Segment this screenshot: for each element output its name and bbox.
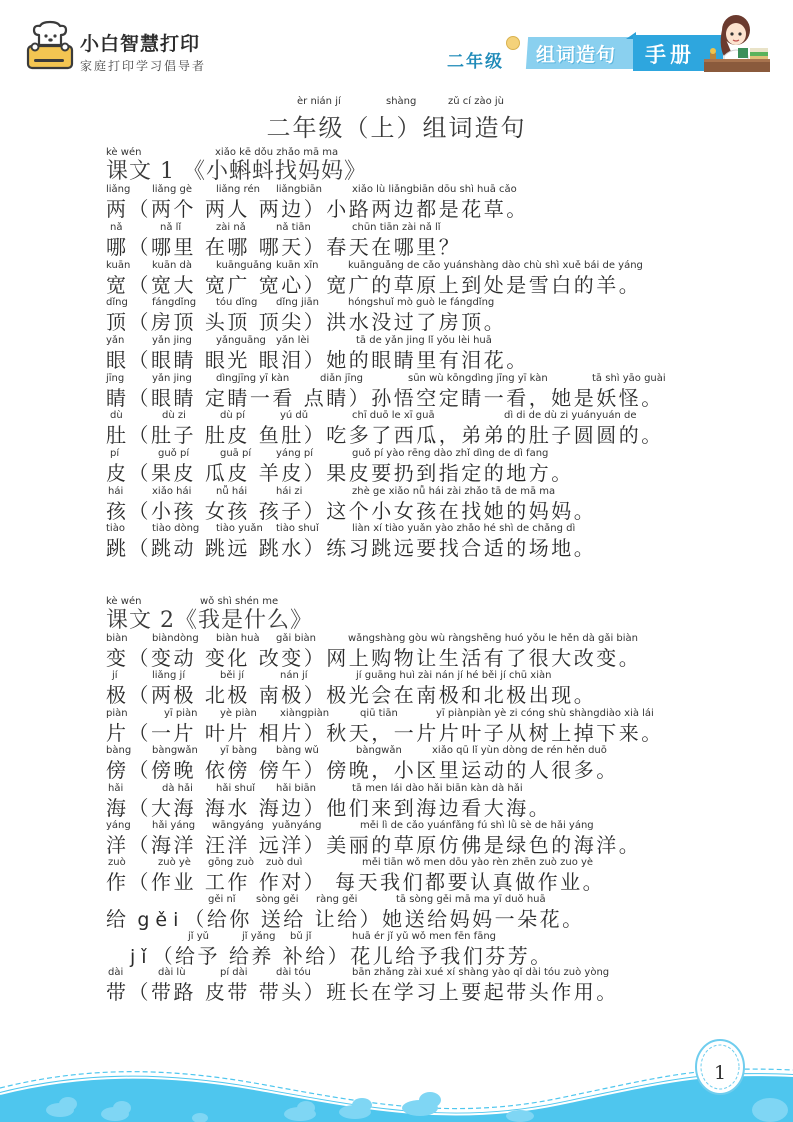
row-pinyin — [106, 184, 529, 197]
lesson-title: 课文 1 《小蝌蚪找妈妈》 — [106, 159, 367, 184]
pinyin-word: hái zi — [276, 486, 303, 497]
title-pinyin — [0, 96, 793, 108]
pinyin-word: zài nǎ — [216, 222, 246, 233]
vocab-row — [106, 523, 596, 560]
pinyin-word: liǎng gè — [152, 184, 193, 195]
brand — [80, 34, 206, 74]
pinyin-word: gěi nǐ — [208, 894, 236, 905]
pinyin-word: liǎngbiān — [276, 184, 322, 195]
row-pinyin — [106, 633, 641, 646]
pinyin-word: tā sòng gěi mā ma yī duǒ huā — [396, 894, 546, 905]
row-sentence: 片（一片 叶片 相片）秋天，一片片叶子从树上掉下来。 — [106, 721, 664, 745]
row-sentence: 孩（小孩 女孩 孩子）这个小女孩在找她的妈妈。 — [106, 499, 597, 523]
pinyin-word: xiǎo hái — [152, 486, 192, 497]
vocab-row — [106, 373, 664, 410]
row-sentence: 带（带路 皮带 带头）班长在学习上要起带头作用。 — [106, 980, 619, 1004]
pinyin-word: yǎn — [106, 335, 125, 346]
pinyin-word: gōng zuò — [208, 857, 255, 868]
pinyin-word: hǎi shuǐ — [216, 783, 256, 794]
row-pinyin — [106, 448, 574, 461]
vocab-row — [106, 783, 551, 820]
pinyin-word: yuǎnyáng — [272, 820, 322, 831]
page-title-block — [0, 96, 793, 143]
pinyin-word: sòng gěi — [256, 894, 299, 905]
lesson-pinyin — [106, 147, 367, 160]
brand-slogan: 家庭打印学习倡导者 — [80, 59, 207, 73]
vocab-row — [106, 222, 461, 259]
pinyin-word: guǒ pí yào rēng dào zhǐ dìng de dì fang — [352, 448, 549, 459]
vocab-row — [106, 184, 529, 221]
vocab-row — [106, 410, 664, 447]
pinyin-word: dài lù — [158, 967, 186, 978]
pinyin-word: wǒ shì shén me — [200, 596, 279, 607]
row-pinyin — [106, 670, 596, 683]
pinyin-word: tā de yǎn jing lǐ yǒu lèi huā — [356, 335, 492, 346]
pinyin-word: dù — [110, 410, 123, 421]
pinyin-word: yī bàng — [220, 745, 258, 756]
row-pinyin — [106, 486, 596, 499]
pinyin-word: měi tiān wǒ men dōu yào rèn zhēn zuò zuo yè — [362, 857, 594, 868]
pinyin-word: nǎ — [110, 222, 123, 233]
pinyin-word: dài tóu — [276, 967, 311, 978]
row-sentence: 给 gěi（给你 送给 让给）她送给妈妈一朵花。 — [106, 907, 585, 931]
page-number: 1 — [713, 1062, 727, 1084]
pinyin-word: tóu dǐng — [216, 297, 258, 308]
pinyin-word: tiào yuǎn — [216, 523, 263, 534]
pinyin-word: zuò duì — [266, 857, 303, 868]
vocab-row — [106, 670, 596, 707]
row-pinyin — [106, 260, 641, 273]
lesson-heading — [106, 596, 313, 633]
pinyin-word: yú dǔ — [280, 410, 309, 421]
girl-at-desk-illustration-icon — [700, 12, 772, 72]
pinyin-word: yáng pí — [276, 448, 314, 459]
row-sentence: 睛（眼睛 定睛一看 点睛）孙悟空定睛一看，她是妖怪。 — [106, 386, 664, 410]
pinyin-word: xiǎo kē dǒu zhǎo mā ma — [215, 147, 339, 158]
row-pinyin — [106, 708, 664, 721]
pinyin-word: tā shì yāo guài — [592, 373, 666, 384]
pinyin-word: tiào dòng — [152, 523, 200, 534]
vocab-row — [106, 633, 641, 670]
pinyin-word: yǎnguāng — [216, 335, 266, 346]
pinyin-word: kuānguǎng de cǎo yuánshàng dào chù shì xuě bái de yáng — [348, 260, 643, 271]
pinyin-word: yī piànpiàn yè zi cóng shù shàngdiào xià lái — [436, 708, 654, 719]
pinyin-word: yī piàn — [164, 708, 198, 719]
pinyin-word: yǎn lèi — [276, 335, 310, 346]
row-pinyin — [106, 410, 664, 423]
latin-pinyin: jǐ — [130, 946, 153, 968]
vocab-row — [106, 745, 619, 782]
pinyin-word: ràng gěi — [316, 894, 358, 905]
row-sentence: 极（两极 北极 南极）极光会在南极和北极出现。 — [106, 683, 597, 707]
vocab-row — [106, 335, 529, 372]
vocab-row — [106, 708, 664, 745]
title-pinyin-word: shàng — [386, 96, 417, 107]
pinyin-word: hǎi — [108, 783, 124, 794]
row-pinyin — [106, 967, 619, 980]
pinyin-word: bǔ jǐ — [290, 931, 312, 942]
pinyin-word: liǎng — [106, 184, 131, 195]
pinyin-word: dǐng jiān — [276, 297, 320, 308]
row-sentence: jǐ（给予 给养 补给）花儿给予我们芬芳。 — [130, 944, 553, 968]
pinyin-word: běi jí — [220, 670, 245, 681]
pinyin-word: dù zi — [162, 410, 186, 421]
pinyin-word: dà hǎi — [162, 783, 193, 794]
pinyin-word: liǎng jí — [152, 670, 186, 681]
pinyin-word: xiàngpiàn — [280, 708, 330, 719]
vocab-row — [106, 820, 641, 857]
vocab-row — [106, 486, 596, 523]
row-pinyin — [106, 894, 585, 907]
row-sentence: 眼（眼睛 眼光 眼泪）她的眼睛里有泪花。 — [106, 348, 529, 372]
pinyin-word: bàngwǎn — [356, 745, 402, 756]
pinyin-word: yè piàn — [220, 708, 257, 719]
row-sentence: 跳（跳动 跳远 跳水）练习跳远要找合适的场地。 — [106, 536, 597, 560]
lesson-heading — [106, 147, 367, 184]
grade-label: 二年级 — [447, 52, 504, 72]
title-pinyin-word: zǔ cí zào jù — [448, 96, 505, 107]
pinyin-word: xiǎo lù liǎngbiān dōu shì huā cǎo — [352, 184, 517, 195]
pinyin-word: wāngyáng — [212, 820, 264, 831]
pinyin-word: nǎ lǐ — [160, 222, 182, 233]
pinyin-word: sūn wù kōngdìng jīng yī kàn — [408, 373, 548, 384]
pinyin-word: qiū tiān — [360, 708, 398, 719]
pinyin-word: kuānguǎng — [216, 260, 272, 271]
row-sentence: 宽（宽大 宽广 宽心）宽广的草原上到处是雪白的羊。 — [106, 273, 642, 297]
pinyin-word: měi lì de cǎo yuánfǎng fú shì lǜ sè de hǎi yáng — [360, 820, 594, 831]
pinyin-word: dì di de dù zi yuányuán de — [504, 410, 637, 421]
row-sentence: 傍（傍晚 依傍 傍午）傍晚，小区里运动的人很多。 — [106, 758, 619, 782]
pinyin-word: wǎngshàng gòu wù ràngshēng huó yǒu le hěn dà gǎi biàn — [348, 633, 639, 644]
row-pinyin — [106, 820, 641, 833]
pinyin-word: jǐ yǎng — [242, 931, 276, 942]
lesson-title: 课文 2《我是什么》 — [106, 608, 313, 633]
pinyin-word: gǎi biàn — [276, 633, 317, 644]
vocab-row — [106, 894, 585, 932]
pinyin-word: jīng — [106, 373, 125, 384]
pinyin-word: xiǎo qū lǐ yùn dòng de rén hěn duō — [432, 745, 607, 756]
pinyin-word: bàng wǔ — [276, 745, 319, 756]
pinyin-word: biàn — [106, 633, 128, 644]
page-title: 二年级（上）组词造句 — [266, 114, 527, 142]
pinyin-word: chūn tiān zài nǎ lǐ — [352, 222, 441, 233]
pinyin-word: dìngjīng yī kàn — [216, 373, 290, 384]
pinyin-word: jǐ yǔ — [188, 931, 209, 942]
pinyin-word: yáng — [106, 820, 131, 831]
pinyin-word: kè wén — [106, 596, 142, 607]
pinyin-word: pí — [110, 448, 120, 459]
bubble-icon — [506, 36, 520, 50]
row-sentence: 皮（果皮 瓜皮 羊皮）果皮要扔到指定的地方。 — [106, 461, 574, 485]
pinyin-word: nǎ tiān — [276, 222, 311, 233]
row-sentence: 顶（房顶 头顶 顶尖）洪水没过了房顶。 — [106, 310, 507, 334]
row-sentence: 海（大海 海水 海边）他们来到海边看大海。 — [106, 796, 552, 820]
vocab-row — [130, 931, 553, 969]
latin-pinyin: gěi — [137, 909, 185, 931]
row-sentence: 两（两个 两人 两边）小路两边都是花草。 — [106, 197, 529, 221]
banner-secondary-text: 手册 — [645, 43, 695, 67]
pinyin-word: dǐng — [106, 297, 128, 308]
row-pinyin — [130, 931, 553, 944]
pinyin-word: kuān dà — [152, 260, 192, 271]
pinyin-word: yǎn jing — [152, 373, 192, 384]
pinyin-word: tiào — [106, 523, 125, 534]
row-pinyin — [106, 297, 506, 310]
row-sentence: 哪（哪里 在哪 哪天）春天在哪里？ — [106, 235, 462, 259]
pinyin-word: nǚ hái — [216, 486, 248, 497]
brand-name: 小白智慧打印 — [80, 33, 201, 55]
pinyin-word: diǎn jīng — [320, 373, 364, 384]
pinyin-word: zuò yè — [158, 857, 191, 868]
lesson-pinyin — [106, 596, 313, 609]
pinyin-word: huā ér jǐ yǔ wǒ men fēn fāng — [352, 931, 497, 942]
pinyin-word: bàng — [106, 745, 132, 756]
pinyin-word: liǎng rén — [216, 184, 260, 195]
pinyin-word: guā pí — [220, 448, 252, 459]
row-sentence: 肚（肚子 肚皮 鱼肚）吃多了西瓜，弟弟的肚子圆圆的。 — [106, 423, 664, 447]
pinyin-word: zuò — [108, 857, 126, 868]
pinyin-word: bàngwǎn — [152, 745, 198, 756]
pinyin-word: tā men lái dào hǎi biān kàn dà hǎi — [352, 783, 523, 794]
pinyin-word: jí guāng huì zài nán jí hé běi jí chū xiàn — [356, 670, 552, 681]
pinyin-word: hǎi yáng — [152, 820, 196, 831]
pinyin-word: liàn xí tiào yuǎn yào zhǎo hé shì de chǎng dì — [352, 523, 576, 534]
vocab-row — [106, 448, 574, 485]
row-pinyin — [106, 335, 529, 348]
pinyin-word: tiào shuǐ — [276, 523, 319, 534]
vocab-row — [106, 857, 605, 894]
row-pinyin — [106, 523, 596, 536]
pinyin-word: biàn huà — [216, 633, 260, 644]
pinyin-word: biàndòng — [152, 633, 199, 644]
banner-primary-text: 组词造句 — [536, 44, 617, 66]
vocab-row — [106, 297, 506, 334]
row-sentence: 洋（海洋 汪洋 远洋）美丽的草原仿佛是绿色的海洋。 — [106, 833, 642, 857]
row-pinyin — [106, 857, 605, 870]
pinyin-word: guǒ pí — [158, 448, 190, 459]
row-sentence: 作（作业 工作 作对） 每天我们都要认真做作业。 — [106, 870, 606, 894]
row-pinyin — [106, 373, 664, 386]
pinyin-word: dài — [108, 967, 124, 978]
pinyin-word: kuān xīn — [276, 260, 319, 271]
row-pinyin — [106, 222, 461, 235]
pinyin-word: kè wén — [106, 147, 142, 158]
pinyin-word: fángdǐng — [152, 297, 197, 308]
footer-wave-decoration — [0, 1030, 793, 1122]
pinyin-word: zhè ge xiǎo nǚ hái zài zhǎo tā de mā ma — [352, 486, 556, 497]
pinyin-word: bān zhǎng zài xué xí shàng yào qǐ dài tóu zuò yòng — [352, 967, 610, 978]
pinyin-word: hóngshuǐ mò guò le fángdǐng — [348, 297, 495, 308]
pinyin-word: pí dài — [220, 967, 248, 978]
vocab-row — [106, 260, 641, 297]
pinyin-word: yǎn jing — [152, 335, 192, 346]
row-pinyin — [106, 745, 619, 758]
brand-logo-icon — [24, 16, 80, 72]
row-sentence: 变（变动 变化 改变）网上购物让生活有了很大改变。 — [106, 646, 642, 670]
pinyin-word: hǎi biān — [276, 783, 317, 794]
pinyin-word: piàn — [106, 708, 128, 719]
pinyin-word: dù pí — [220, 410, 245, 421]
pinyin-word: nán jí — [280, 670, 308, 681]
pinyin-word: jí — [112, 670, 118, 681]
vocab-row — [106, 967, 619, 1004]
row-pinyin — [106, 783, 551, 796]
pinyin-word: hái — [108, 486, 124, 497]
pinyin-word: chī duō le xī guā — [352, 410, 435, 421]
title-pinyin-word: èr nián jí — [297, 96, 341, 107]
pinyin-word: kuān — [106, 260, 131, 271]
